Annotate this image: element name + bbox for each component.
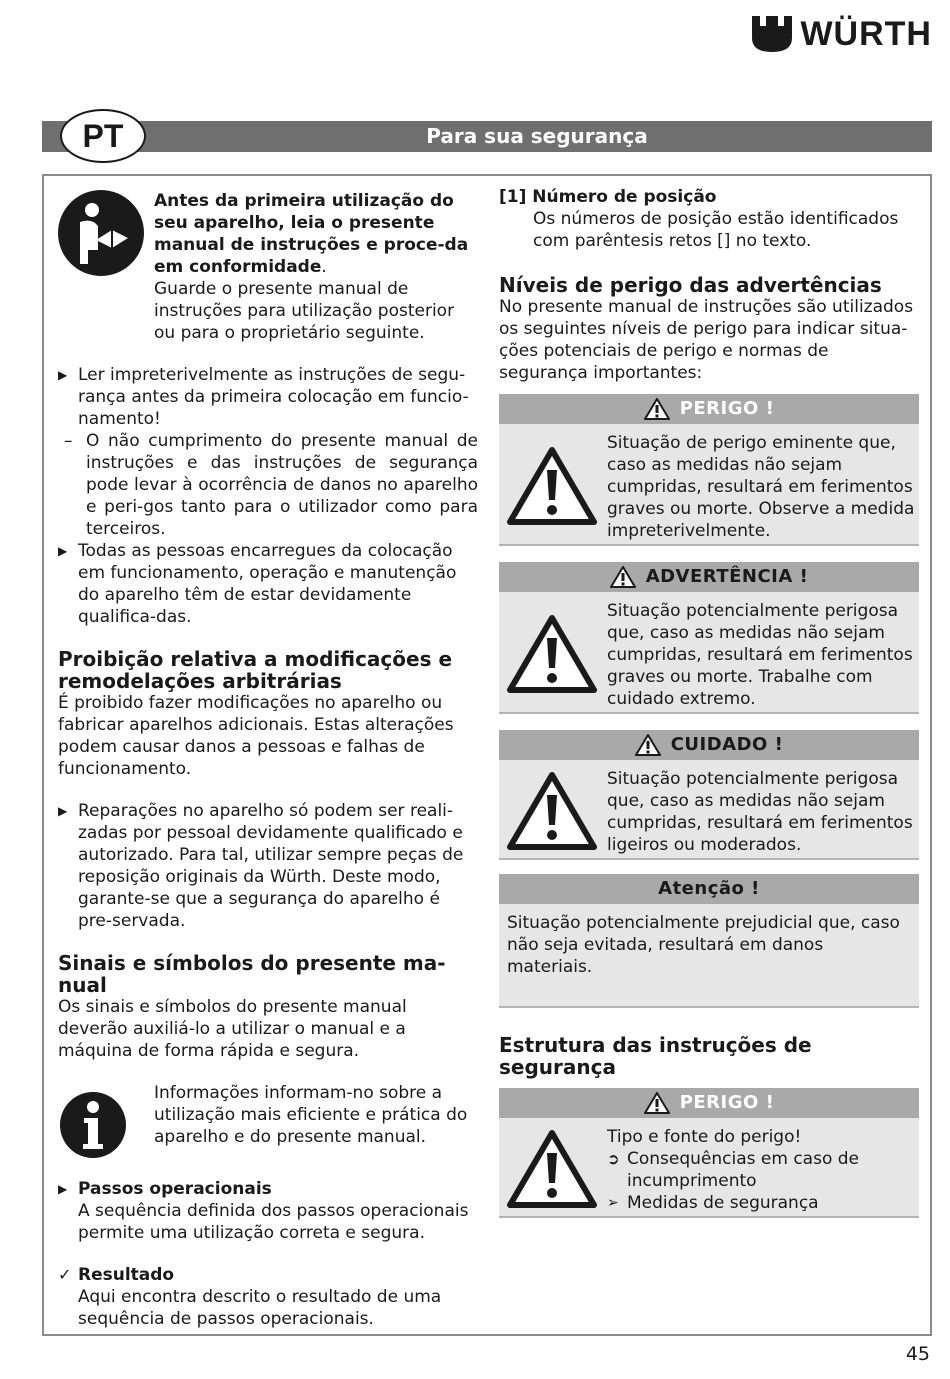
read-manual-icon	[58, 190, 144, 276]
warning-small-icon	[610, 566, 636, 588]
info-block	[58, 1082, 478, 1160]
section-header-bar	[42, 121, 932, 152]
attention-label: Atenção !	[658, 878, 760, 899]
warning-header	[499, 1088, 919, 1118]
warning-body	[499, 1118, 919, 1218]
warning-triangle-icon	[507, 430, 597, 542]
wurth-logo	[752, 14, 932, 54]
triangle-bullet-icon: ▶	[58, 804, 68, 818]
warning-label: PERIGO !	[679, 1092, 775, 1113]
left-column	[58, 190, 478, 1330]
warning-small-icon	[644, 398, 670, 420]
section-title: Proibição relativa a modificações e remodelações arbitrárias	[58, 647, 453, 693]
warning-triangle-icon	[507, 1124, 597, 1214]
warning-header	[499, 394, 919, 424]
warning-body	[499, 424, 919, 546]
warning-label: CUIDADO !	[670, 734, 784, 755]
position-text: Os números de posição estão identificados com parêntesis retos [] no texto.	[533, 209, 899, 251]
warning-text: Situação de perigo eminente que, caso as medidas não sejam cumpridas, resultará em ferimentos graves ou morte. Observe a medida impreterivelmente.	[607, 433, 915, 541]
structure-example	[499, 1088, 919, 1218]
list-item	[58, 430, 478, 540]
levels-text: No presente manual de instruções são utilizados os seguintes níveis de perigo para indicar situa-ções potenciais de perigo e normas de segurança importantes:	[499, 297, 914, 383]
warning-text: Situação potencialmente perigosa que, caso as medidas não sejam cumpridas, resultará em ferimentos ligeiros ou moderados.	[607, 769, 913, 855]
info-text: Informações informam-no sobre a utilização mais eficiente e prática do aparelho e do presente manual.	[154, 1083, 468, 1147]
dash-text: O não cumprimento do presente manual de instruções e das instruções de segurança pode levar à ocorrência de danos no aparelho e peri-gos tanto para o utilizador como para terceiros.	[86, 431, 478, 539]
attention-header	[499, 874, 919, 904]
warning-cuidado	[499, 730, 919, 860]
warning-body	[499, 760, 919, 860]
arrow-circle-icon: ➲	[607, 1150, 620, 1168]
steps-text: A sequência definida dos passos operacionais permite uma utilização correta e segura.	[78, 1201, 469, 1243]
attention-block	[499, 874, 919, 1008]
wurth-emblem-icon	[752, 14, 792, 54]
warning-text: Situação potencialmente perigosa que, caso as medidas não sejam cumpridas, resultará em ferimentos graves ou morte. Trabalhe com cuidado extremo.	[607, 601, 913, 709]
list-item	[607, 1148, 919, 1192]
structure-line3: Medidas de segurança	[627, 1193, 819, 1213]
list-item	[58, 1264, 478, 1330]
warning-perigo	[499, 394, 919, 546]
intro-bold: Antes da primeira utilização do seu aparelho, leia o presente manual de instruções e proce-da em conformidade	[154, 191, 469, 277]
list-item	[58, 540, 478, 628]
warning-triangle-icon	[507, 598, 597, 710]
info-icon	[58, 1090, 128, 1160]
triangle-bullet-icon: ▶	[58, 1182, 68, 1196]
warning-body	[499, 592, 919, 714]
section-title: Sinais e símbolos do presente ma-nual	[58, 951, 446, 997]
checkmark-icon: ✓	[58, 1265, 72, 1284]
steps-title: Passos operacionais	[78, 1179, 272, 1199]
list-item	[58, 800, 478, 932]
dash-bullet-icon: –	[64, 431, 73, 451]
structure-line2: Consequências em caso de incumprimento	[627, 1149, 860, 1191]
bullet-text: Todas as pessoas encarregues da colocação em funcionamento, operação e manutenção do aparelho têm de estar devidamente qualifica-das.	[78, 541, 457, 627]
section-text: Os sinais e símbolos do presente manual deverão auxiliá-lo a utilizar o manual e a máquina de forma rápida e segura.	[58, 997, 407, 1061]
warning-triangle-icon	[507, 766, 597, 856]
bullet-text: Reparações no aparelho só podem ser reali-zadas por pessoal devidamente qualificado e autorizado. Para tal, utilizar sempre peças de reposição originais da Würth. Deste modo, garante-se que a segurança do aparelho é pre-servada.	[78, 801, 464, 931]
structure-line1: Tipo e fonte do perigo!	[607, 1127, 802, 1147]
list-item	[58, 1178, 478, 1244]
structure-title: Estrutura das instruções de segurança	[499, 1033, 812, 1079]
attention-body	[499, 904, 919, 1008]
warning-small-icon	[635, 734, 661, 756]
attention-text: Situação potencialmente prejudicial que, caso não seja evitada, resultará em danos materiais.	[507, 913, 900, 977]
list-item	[607, 1192, 919, 1214]
intro-block	[58, 190, 478, 344]
page-number: 45	[905, 1343, 930, 1365]
language-badge: PT	[60, 109, 146, 163]
warning-advertencia	[499, 562, 919, 714]
page-title: Para sua segurança	[426, 124, 648, 148]
structure-text	[607, 1124, 919, 1214]
levels-title: Níveis de perigo das advertências	[499, 273, 882, 297]
warning-label: ADVERTÊNCIA !	[645, 566, 809, 587]
warning-small-icon	[644, 1092, 670, 1114]
triangle-bullet-icon: ▶	[58, 544, 68, 558]
intro-text	[154, 190, 478, 344]
brand-name: WÜRTH	[800, 14, 932, 53]
result-text: Aqui encontra descrito o resultado de uma sequência de passos operacionais.	[78, 1287, 442, 1329]
list-item	[58, 364, 478, 430]
section-text: É proibido fazer modificações no aparelho ou fabricar aparelhos adicionais. Estas alterações podem causar danos a pessoas e falhas de funcionamento.	[58, 693, 454, 779]
intro-bold-end: .	[321, 257, 327, 277]
arrow-right-icon: ➢	[607, 1195, 619, 1211]
intro-body: Guarde o presente manual de instruções para utilização posterior ou para o proprietário seguinte.	[154, 279, 455, 343]
warning-label: PERIGO !	[679, 398, 775, 419]
warning-header	[499, 730, 919, 760]
result-title: Resultado	[78, 1265, 175, 1285]
bullet-text: Ler impreterivelmente as instruções de segu-rança antes da primeira colocação em funcio-namento!	[78, 365, 469, 429]
right-column	[499, 186, 919, 1218]
triangle-bullet-icon: ▶	[58, 368, 68, 382]
warning-header	[499, 562, 919, 592]
position-title: [1] Número de posição	[499, 187, 717, 207]
